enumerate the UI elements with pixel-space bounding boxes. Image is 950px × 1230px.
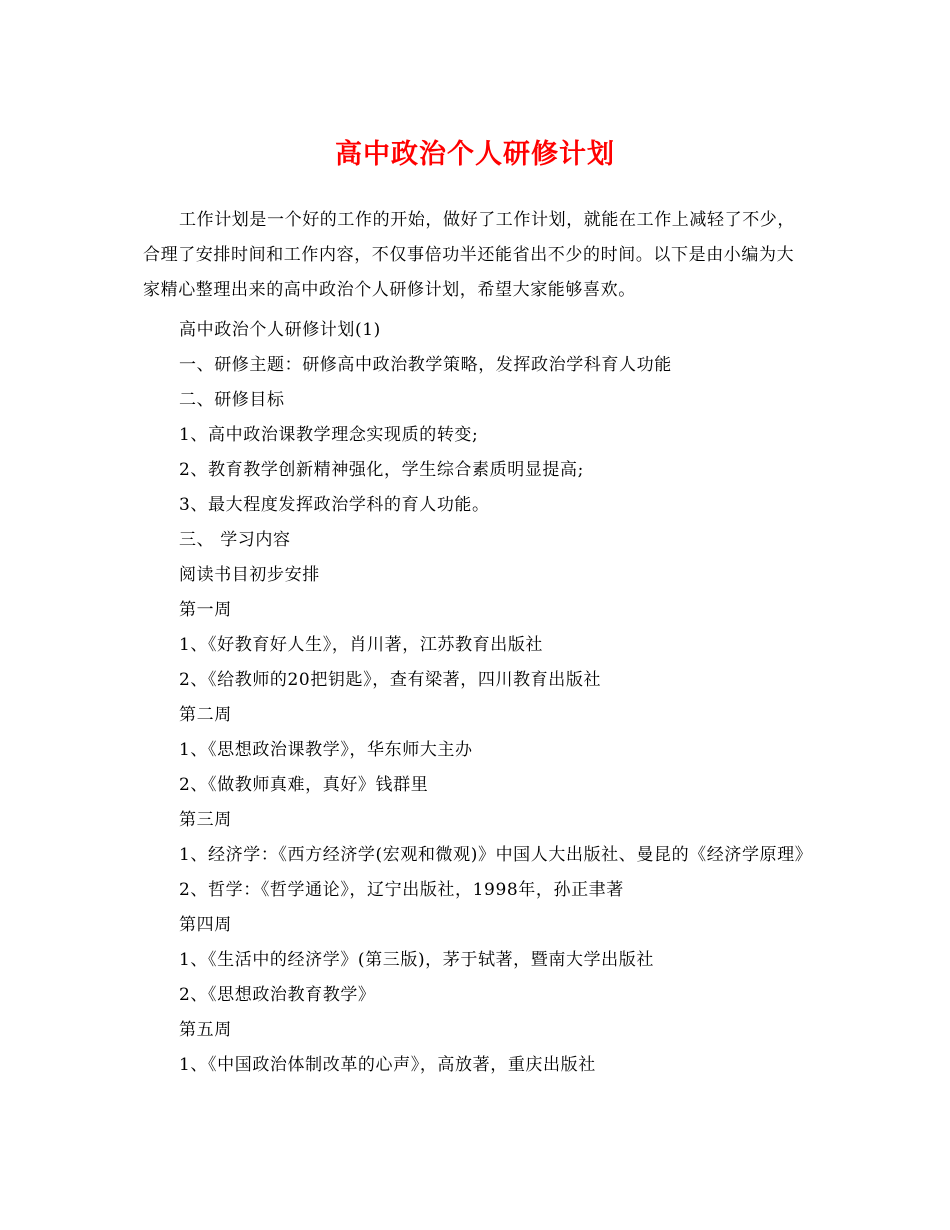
list-item: 2、教育教学创新精神强化，学生综合素质明显提高; bbox=[179, 460, 584, 480]
book-item: 2、《给教师的20把钥匙》，查有梁著，四川教育出版社 bbox=[179, 670, 602, 690]
book-item: 2、《思想政治教育教学》 bbox=[179, 985, 376, 1005]
section-heading: 一、研修主题：研修高中政治教学策略，发挥政治学科育人功能 bbox=[179, 355, 672, 375]
subtitle-line: 高中政治个人研修计划(1) bbox=[179, 320, 381, 340]
book-item: 2、《做教师真难，真好》钱群里 bbox=[179, 775, 429, 795]
list-item: 3、最大程度发挥政治学科的育人功能。 bbox=[179, 495, 490, 515]
book-item: 1、《好教育好人生》，肖川著，江苏教育出版社 bbox=[179, 635, 544, 655]
book-item: 2、哲学：《哲学通论》，辽宁出版社，1998年，孙正聿著 bbox=[179, 880, 624, 900]
section-heading: 三、 学习内容 bbox=[179, 530, 291, 550]
book-item: 1、《思想政治课教学》，华东师大主办 bbox=[179, 740, 473, 760]
section-heading: 二、研修目标 bbox=[179, 390, 285, 410]
week-heading: 第二周 bbox=[179, 705, 232, 725]
content-lines bbox=[143, 313, 813, 1083]
week-heading: 第三周 bbox=[179, 810, 232, 830]
week-heading: 第一周 bbox=[179, 600, 232, 620]
document-title: 高中政治个人研修计划 bbox=[335, 139, 615, 170]
book-item: 1、经济学：《西方经济学(宏观和微观)》中国人大出版社、曼昆的《经济学原理》 bbox=[179, 845, 813, 865]
week-heading: 第四周 bbox=[179, 915, 232, 935]
body-line: 阅读书目初步安排 bbox=[179, 565, 320, 585]
week-heading: 第五周 bbox=[179, 1020, 232, 1040]
intro-paragraph: 工作计划是一个好的工作的开始，做好了工作计划，就能在工作上减轻了不少，合理了安排时间和工作内容，不仅事倍功半还能省出不少的时间。以下是由小编为大家精心整理出来的高中政治个人研修计划，希望大家能够喜欢。 bbox=[143, 210, 795, 300]
book-item: 1、《生活中的经济学》(第三版)，茅于轼著，暨南大学出版社 bbox=[179, 950, 654, 970]
list-item: 1、高中政治课教学理念实现质的转变; bbox=[179, 425, 479, 445]
book-item: 1、《中国政治体制改革的心声》，高放著，重庆出版社 bbox=[179, 1055, 596, 1075]
